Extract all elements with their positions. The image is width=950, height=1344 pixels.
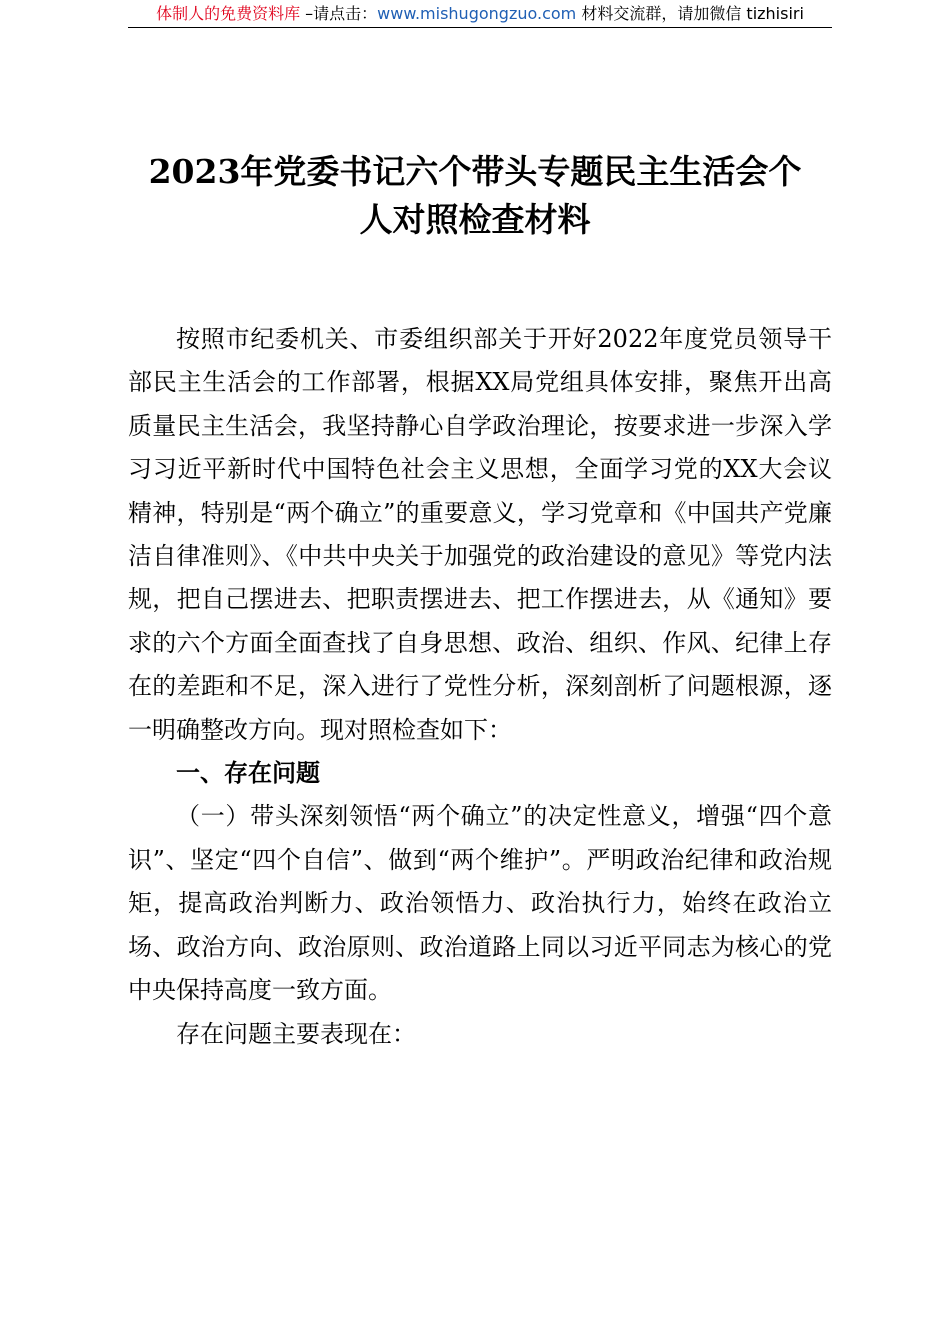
subsection-paragraph-1: （一）带头深刻领悟“两个确立”的决定性意义，增强“四个意识”、坚定“四个自信”、做到“两个维护”。严明政治纪律和政治规矩，提高政治判断力、政治领悟力、政治执行力，始终在政治立场、政治方向、政治原则、政治道路上同以习近平同志为核心的党中央保持高度一致方面。 xyxy=(128,802,832,1005)
document-body xyxy=(128,318,832,1056)
problems-intro-paragraph: 存在问题主要表现在： xyxy=(176,1019,416,1048)
document-title xyxy=(110,148,840,244)
header-divider xyxy=(128,27,832,28)
page-header xyxy=(128,2,832,26)
header-contact: 材料交流群，请加微信 tizhisiri xyxy=(576,4,804,23)
header-brand: 体制人的免费资料库 xyxy=(156,4,301,23)
header-url-link[interactable]: www.mishugongzuo.com xyxy=(377,4,577,23)
title-line-1: 2023年党委书记六个带头专题民主生活会个 xyxy=(148,152,802,191)
section-heading-problems: 一、存在问题 xyxy=(176,759,320,788)
title-line-2: 人对照检查材料 xyxy=(359,200,591,239)
header-prompt: –请点击： xyxy=(300,4,378,23)
intro-paragraph: 按照市纪委机关、市委组织部关于开好2022年度党员领导干部民主生活会的工作部署，根据XX局党组具体安排，聚焦开出高质量民主生活会，我坚持静心自学政治理论，按要求进一步深入学习习近平新时代中国特色社会主义思想，全面学习党的XX大会议精神，特别是“两个确立”的重要意义，学习党章和《中国共产党廉洁自律准则》、《中共中央关于加强党的政治建设的意见》等党内法规，把自己摆进去、把职责摆进去、把工作摆进去，从《通知》要求的六个方面全面查找了自身思想、政治、组织、作风、纪律上存在的差距和不足，深入进行了党性分析，深刻剖析了问题根源，逐一明确整改方向。现对照检查如下： xyxy=(128,325,832,744)
